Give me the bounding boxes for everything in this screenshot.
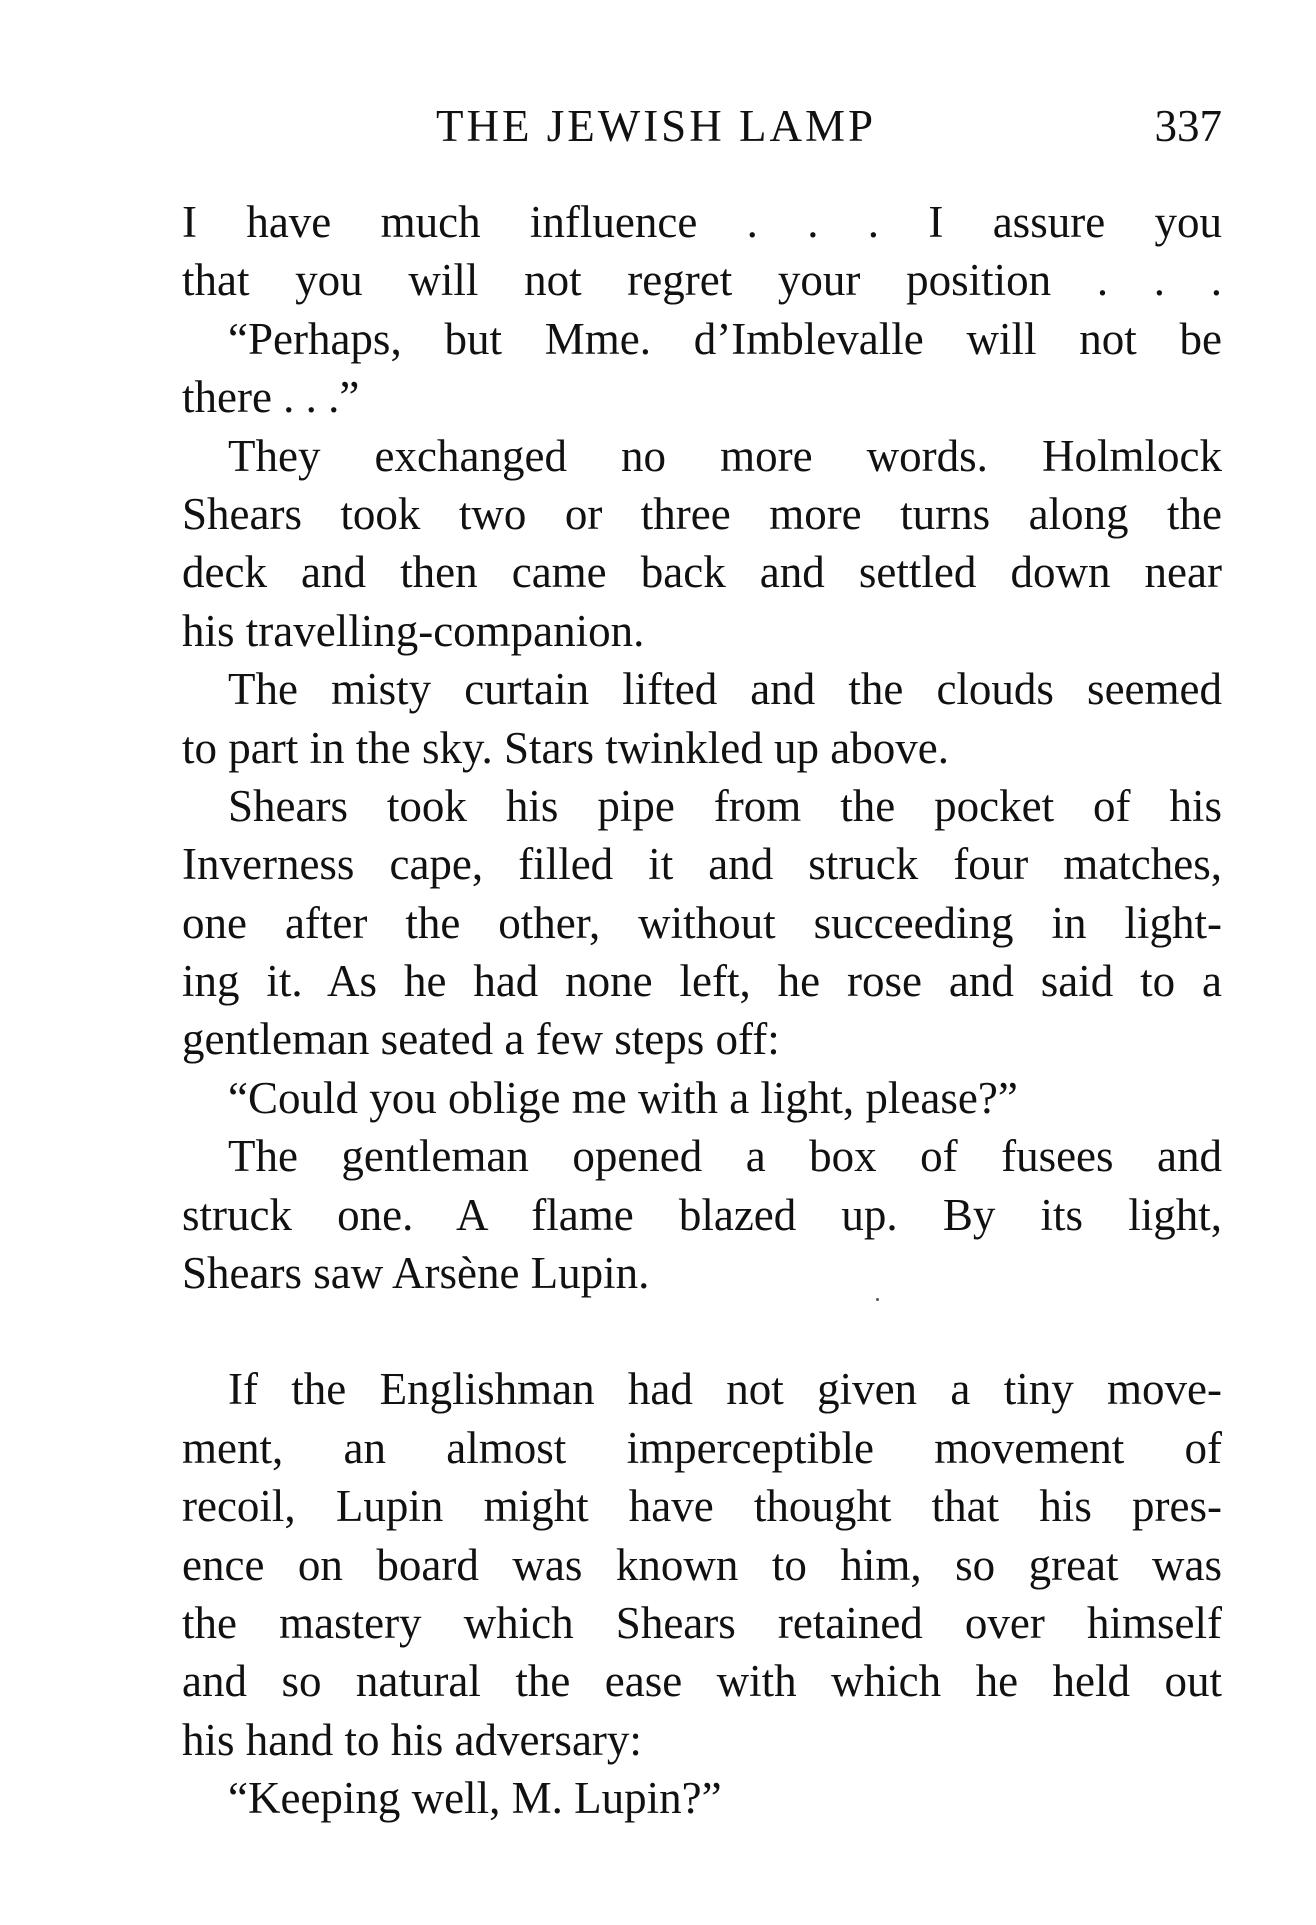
text-line: ing it. As he had none left, he rose and said to a xyxy=(182,956,1222,1007)
text-line: deck and then came back and settled down near xyxy=(182,547,1222,598)
text-line: The misty curtain lifted and the clouds seemed xyxy=(228,664,1222,715)
text-line: Inverness cape, filled it and struck four matches, xyxy=(182,839,1222,890)
text-line: They exchanged no more words. Holmlock xyxy=(228,430,1222,481)
text-line: If the Englishman had not given a tiny move- xyxy=(228,1364,1222,1415)
text-line: ment, an almost imperceptible movement of xyxy=(182,1422,1222,1473)
text-line: his hand to his adversary: xyxy=(182,1714,642,1765)
page-header xyxy=(182,96,1222,156)
running-title: THE JEWISH LAMP xyxy=(436,101,876,151)
text-line: struck one. A flame blazed up. By its light, xyxy=(182,1189,1222,1240)
text-line: I have much influence . . . I assure you xyxy=(182,197,1222,247)
text-line: “Could you oblige me with a light, please?” xyxy=(228,1072,1018,1123)
text-line: Shears took two or three more turns along the xyxy=(182,488,1222,539)
text-line: ence on board was known to him, so great was xyxy=(182,1539,1222,1590)
text-line: and so natural the ease with which he held out xyxy=(182,1656,1222,1707)
text-line: to part in the sky. Stars twinkled up above. xyxy=(182,722,949,773)
text-line: that you will not regret your position . . . xyxy=(182,255,1222,306)
text-line: Shears saw Arsène Lupin. xyxy=(182,1248,650,1299)
ink-speck xyxy=(876,1298,879,1301)
text-line: his travelling-companion. xyxy=(182,605,645,656)
text-line: Shears took his pipe from the pocket of his xyxy=(228,780,1222,831)
text-line: gentleman seated a few steps off: xyxy=(182,1014,780,1065)
text-line: the mastery which Shears retained over himself xyxy=(182,1597,1222,1648)
text-line: there . . .” xyxy=(182,372,360,423)
page-number: 337 xyxy=(1154,101,1222,151)
text-line: recoil, Lupin might have thought that his pres- xyxy=(182,1481,1222,1532)
text-line: “Perhaps, but Mme. d’Imblevalle will not be xyxy=(228,313,1222,364)
text-line: one after the other, without succeeding in light- xyxy=(182,897,1222,948)
text-line: “Keeping well, M. Lupin?” xyxy=(228,1773,722,1824)
body-text xyxy=(182,193,1222,1828)
section-break xyxy=(182,1302,1222,1360)
text-line: The gentleman opened a box of fusees and xyxy=(228,1131,1222,1182)
